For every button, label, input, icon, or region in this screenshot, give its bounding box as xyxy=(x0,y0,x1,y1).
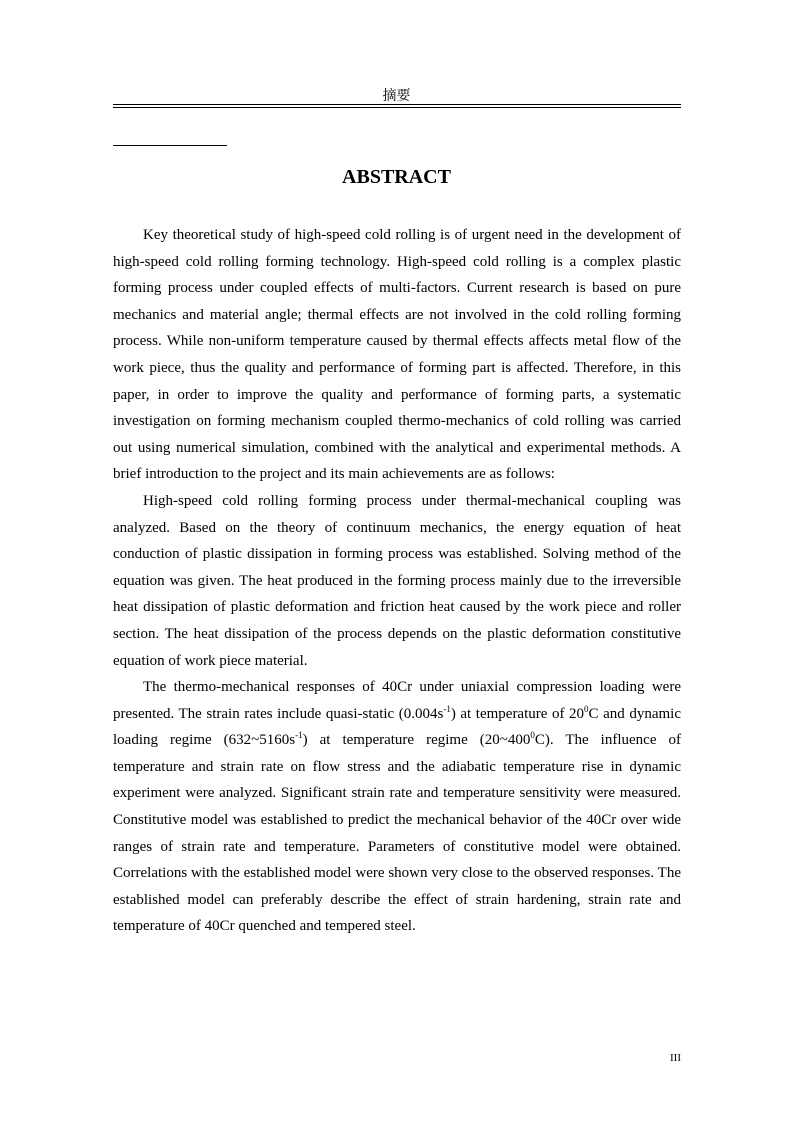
running-header: 摘要 xyxy=(382,88,411,104)
superscript-3: -1 xyxy=(295,730,303,741)
superscript-1: -1 xyxy=(443,703,451,714)
header-rule-thin xyxy=(113,104,681,105)
paragraph-3-text-5: C). The influence of temperature and strain rate on flow stress and the adiabatic temperature rise in dynamic experiment were analyzed. Significant strain rate and temperature sensitivity were measured. Constitutive model was established to predict the mechanical behavior of the 40Cr over wide ranges of strain rate and temperature. Parameters of constitutive model were obtained. Correlations with the established model were shown very close to the observed responses. The established model can preferably describe the effect of strain hardening, strain rate and temperature of 40Cr quenched and tempered steel. xyxy=(113,732,681,935)
superscript-4: 0 xyxy=(530,730,535,741)
paragraph-3-text-2: ) at temperature of 20 xyxy=(450,705,585,722)
header-rule-thick xyxy=(113,107,681,108)
short-divider xyxy=(113,145,227,146)
paragraph-3-text-1: The thermo-mechanical responses of 40Cr under uniaxial compression loading were presented. The strain rates include quasi-static (0.004s xyxy=(113,679,681,722)
paragraph-1: Key theoretical study of high-speed cold rolling is of urgent need in the development of high-speed cold rolling forming technology. High-speed cold rolling is a complex plastic forming process under coupled effects of multi-factors. Current research is based on pure mechanics and material angle; thermal effects are not involved in the cold rolling forming process. While non-uniform temperature caused by thermal effects affects metal flow of the work piece, thus the quality and performance of forming part is affected. Therefore, in this paper, in order to improve the quality and performance of forming parts, a systematic investigation on forming mechanism coupled thermo-mechanics of cold rolling was carried out using numerical simulation, combined with the analytical and experimental methods. A brief introduction to the project and its main achievements are as follows: xyxy=(113,227,681,483)
abstract-title: ABSTRACT xyxy=(342,166,451,188)
superscript-2: 0 xyxy=(584,703,589,714)
paragraph-3-text-4: ) at temperature regime (20~400 xyxy=(302,732,531,749)
paragraph-2: High-speed cold rolling forming process under thermal-mechanical coupling was analyzed. Based on the theory of continuum mechanics, the energy equation of heat conduction of plastic dissipation in forming process was established. Solving method of the equation was given. The heat produced in the forming process mainly due to the irreversible heat dissipation of plastic deformation and friction heat caused by the work piece and roller section. The heat dissipation of the process depends on the plastic deformation constitutive equation of work piece material. xyxy=(113,492,681,669)
page-number: III xyxy=(670,1052,681,1064)
paragraph-3 xyxy=(113,674,681,940)
paragraph-3-text-3: C and dynamic loading regime (632~5160s xyxy=(113,705,681,749)
abstract-body xyxy=(113,222,681,940)
